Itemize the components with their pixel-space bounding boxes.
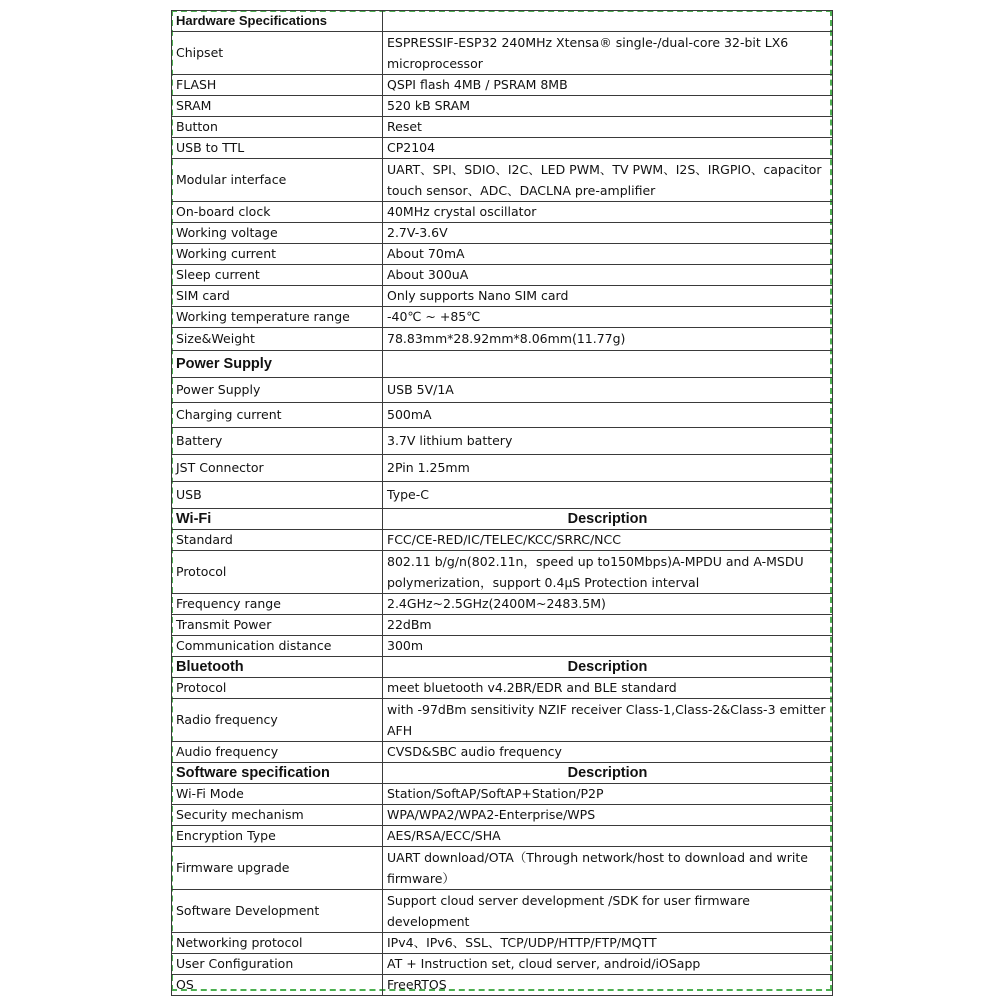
- spec-value: UART、SPI、SDIO、I2C、LED PWM、TV PWM、I2S、IRGPIO、capacitor touch sensor、ADC、DACLNA pre-amplifier: [383, 159, 833, 202]
- spec-value: Reset: [383, 117, 833, 138]
- section-header-wifi: [172, 509, 833, 530]
- spec-label: USB to TTL: [172, 138, 383, 159]
- section-blank: [383, 351, 833, 378]
- spec-label: Working voltage: [172, 223, 383, 244]
- spec-label: FLASH: [172, 75, 383, 96]
- table-row: [172, 159, 833, 202]
- spec-value: About 300uA: [383, 265, 833, 286]
- spec-label: On-board clock: [172, 202, 383, 223]
- spec-value: QSPI flash 4MB / PSRAM 8MB: [383, 75, 833, 96]
- spec-value: CP2104: [383, 138, 833, 159]
- table-row: [172, 847, 833, 890]
- table-row: [172, 75, 833, 96]
- table-row: [172, 96, 833, 117]
- table-row: [172, 594, 833, 615]
- spec-value: About 70mA: [383, 244, 833, 265]
- spec-label: Charging current: [172, 403, 383, 428]
- section-header-software: [172, 763, 833, 784]
- spec-label: Protocol: [172, 551, 383, 594]
- table-row: [172, 307, 833, 328]
- table-row: [172, 223, 833, 244]
- spec-value: 2.7V-3.6V: [383, 223, 833, 244]
- spec-label: Battery: [172, 428, 383, 455]
- spec-label: Modular interface: [172, 159, 383, 202]
- spec-value: WPA/WPA2/WPA2-Enterprise/WPS: [383, 805, 833, 826]
- spec-label: Networking protocol: [172, 933, 383, 954]
- spec-label: Size&Weight: [172, 328, 383, 351]
- table-row: [172, 933, 833, 954]
- spec-label: Firmware upgrade: [172, 847, 383, 890]
- spec-value: IPv4、IPv6、SSL、TCP/UDP/HTTP/FTP/MQTT: [383, 933, 833, 954]
- spec-value: 520 kB SRAM: [383, 96, 833, 117]
- table-row: [172, 954, 833, 975]
- spec-label: USB: [172, 482, 383, 509]
- spec-value: ESPRESSIF-ESP32 240MHz Xtensa® single-/dual-core 32-bit LX6 microprocessor: [383, 32, 833, 75]
- spec-value: -40℃ ~ +85℃: [383, 307, 833, 328]
- table-row: [172, 678, 833, 699]
- description-header: Description: [383, 763, 833, 784]
- table-row: [172, 826, 833, 847]
- table-row: [172, 482, 833, 509]
- table-row: [172, 699, 833, 742]
- spec-label: Security mechanism: [172, 805, 383, 826]
- table-row: [172, 378, 833, 403]
- table-row: [172, 265, 833, 286]
- spec-label: Sleep current: [172, 265, 383, 286]
- spec-value: meet bluetooth v4.2BR/EDR and BLE standard: [383, 678, 833, 699]
- spec-value: Only supports Nano SIM card: [383, 286, 833, 307]
- spec-value: FreeRTOS: [383, 975, 833, 996]
- spec-label: Wi-Fi Mode: [172, 784, 383, 805]
- spec-label: Audio frequency: [172, 742, 383, 763]
- section-blank: [383, 11, 833, 32]
- spec-value: 2.4GHz~2.5GHz(2400M~2483.5M): [383, 594, 833, 615]
- table-row: [172, 975, 833, 996]
- section-header-power: [172, 351, 833, 378]
- spec-label: Communication distance: [172, 636, 383, 657]
- spec-value: 78.83mm*28.92mm*8.06mm(11.77g): [383, 328, 833, 351]
- table-row: [172, 530, 833, 551]
- section-title: Software specification: [172, 763, 383, 784]
- spec-label: JST Connector: [172, 455, 383, 482]
- table-row: [172, 455, 833, 482]
- table-row: [172, 784, 833, 805]
- spec-value: FCC/CE-RED/IC/TELEC/KCC/SRRC/NCC: [383, 530, 833, 551]
- table-row: [172, 202, 833, 223]
- section-title: Bluetooth: [172, 657, 383, 678]
- spec-value: 3.7V lithium battery: [383, 428, 833, 455]
- table-row: [172, 244, 833, 265]
- spec-value: Type-C: [383, 482, 833, 509]
- table-row: [172, 636, 833, 657]
- table-row: [172, 138, 833, 159]
- table-row: [172, 890, 833, 933]
- spec-value: CVSD&SBC audio frequency: [383, 742, 833, 763]
- spec-value: 500mA: [383, 403, 833, 428]
- spec-label: Standard: [172, 530, 383, 551]
- table-row: [172, 428, 833, 455]
- spec-label: Frequency range: [172, 594, 383, 615]
- spec-label: Working current: [172, 244, 383, 265]
- spec-label: OS: [172, 975, 383, 996]
- table-row: [172, 403, 833, 428]
- spec-label: SRAM: [172, 96, 383, 117]
- spec-value: 40MHz crystal oscillator: [383, 202, 833, 223]
- spec-value: USB 5V/1A: [383, 378, 833, 403]
- spec-value: AES/RSA/ECC/SHA: [383, 826, 833, 847]
- section-title: Wi-Fi: [172, 509, 383, 530]
- spec-value: AT + Instruction set, cloud server, android/iOSapp: [383, 954, 833, 975]
- spec-label: Power Supply: [172, 378, 383, 403]
- spec-label: Button: [172, 117, 383, 138]
- spec-label: Encryption Type: [172, 826, 383, 847]
- spec-label: Protocol: [172, 678, 383, 699]
- section-title: Hardware Specifications: [172, 11, 383, 32]
- spec-value: 22dBm: [383, 615, 833, 636]
- spec-value: 2Pin 1.25mm: [383, 455, 833, 482]
- table-row: [172, 117, 833, 138]
- spec-value: UART download/OTA（Through network/host to download and write firmware）: [383, 847, 833, 890]
- spec-label: Software Development: [172, 890, 383, 933]
- table-row: [172, 551, 833, 594]
- spec-label: User Configuration: [172, 954, 383, 975]
- table-row: [172, 286, 833, 307]
- section-header-hardware: [172, 11, 833, 32]
- spec-label: Chipset: [172, 32, 383, 75]
- table-row: [172, 742, 833, 763]
- section-title: Power Supply: [172, 351, 383, 378]
- spec-value: with -97dBm sensitivity NZIF receiver Class-1,Class-2&Class-3 emitter AFH: [383, 699, 833, 742]
- spec-table: [171, 10, 833, 996]
- description-header: Description: [383, 657, 833, 678]
- section-header-bluetooth: [172, 657, 833, 678]
- spec-label: SIM card: [172, 286, 383, 307]
- description-header: Description: [383, 509, 833, 530]
- spec-label: Transmit Power: [172, 615, 383, 636]
- spec-label: Radio frequency: [172, 699, 383, 742]
- spec-label: Working temperature range: [172, 307, 383, 328]
- spec-value: 300m: [383, 636, 833, 657]
- spec-value: 802.11 b/g/n(802.11n，speed up to150Mbps)A-MPDU and A-MSDU polymerization，support 0.4μS Protection interval: [383, 551, 833, 594]
- table-row: [172, 328, 833, 351]
- spec-value: Support cloud server development /SDK for user firmware development: [383, 890, 833, 933]
- spec-value: Station/SoftAP/SoftAP+Station/P2P: [383, 784, 833, 805]
- table-row: [172, 615, 833, 636]
- table-row: [172, 805, 833, 826]
- table-row: [172, 32, 833, 75]
